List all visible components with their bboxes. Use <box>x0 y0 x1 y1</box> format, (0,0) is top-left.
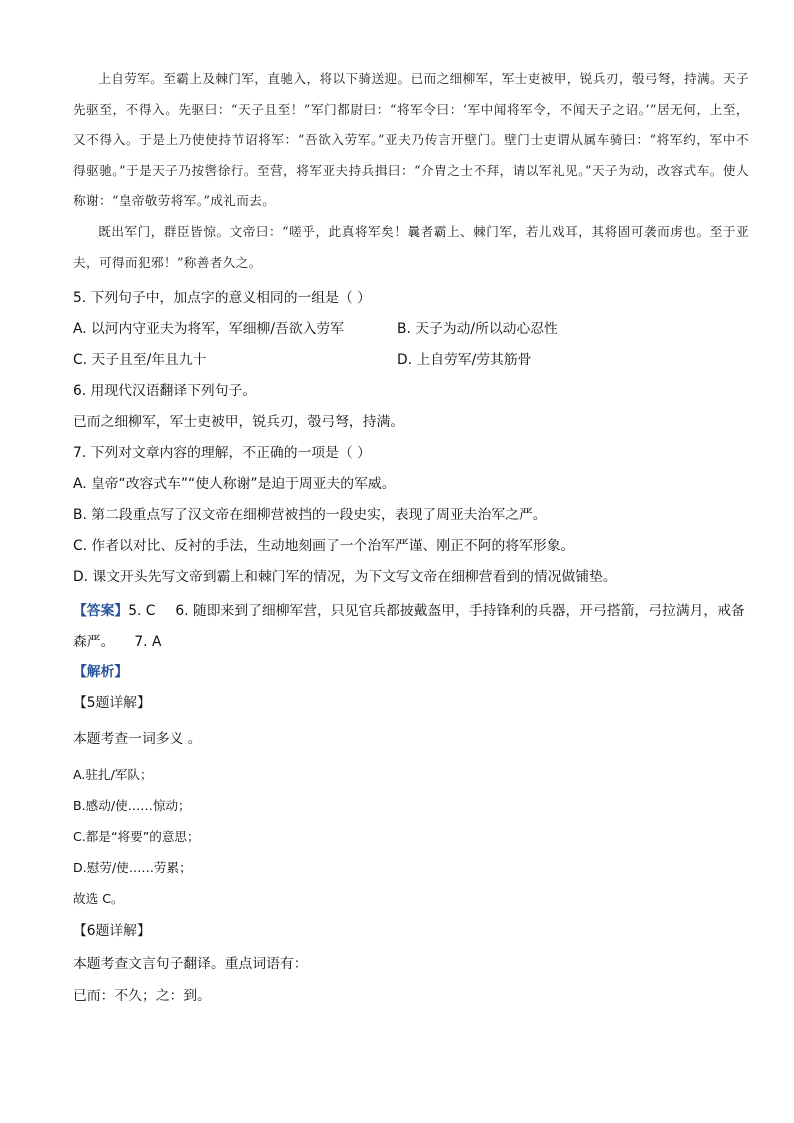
question-5-option-d: D. 上自劳军/劳其筋骨 <box>397 352 532 368</box>
question-7-option-a: A. 皇帝“改容式车”“使人称谢”是迫于周亚夫的军威。 <box>73 476 396 492</box>
q5-detail-heading: 【5题详解】 <box>73 695 151 711</box>
classical-passage <box>73 64 749 278</box>
q5-detail-d: D.慰劳/使……劳累； <box>73 860 192 875</box>
answer-label: 【答案】 <box>73 603 129 619</box>
question-5-option-a: A. 以河内守亚夫为将军，军细柳/吾欲入劳军 <box>73 321 344 337</box>
question-6-stem: 6. 用现代汉语翻译下列句子。 <box>73 383 257 399</box>
question-5-option-b: B. 天子为动/所以动心忍性 <box>397 321 558 337</box>
question-5-stem: 5. 下列句子中，加点字的意义相同的一组是（ ） <box>73 290 371 306</box>
question-5-option-c: C. 天子且至/年且九十 <box>73 352 207 368</box>
q6-detail-heading: 【6题详解】 <box>73 923 151 939</box>
q5-detail-b: B.感动/使……惊动； <box>73 798 191 813</box>
question-7-option-c: C. 作者以对比、反衬的手法，生动地刻画了一个治军严谨、刚正不阿的将军形象。 <box>73 538 575 554</box>
answer-block <box>73 596 753 657</box>
question-7-option-b: B. 第二段重点写了汉文帝在细柳营被挡的一段史实，表现了周亚夫治军之严。 <box>73 507 547 523</box>
q5-detail-c: C.都是“将要”的意思； <box>73 829 200 844</box>
q5-detail-intro: 本题考查一词多义 。 <box>73 731 202 747</box>
q6-detail-words: 已而：不久；之：到。 <box>73 988 211 1004</box>
analysis-label: 【解析】 <box>73 664 129 680</box>
answer-7: 7. A <box>134 633 162 650</box>
question-7-stem: 7. 下列对文章内容的理解，不正确的一项是（ ） <box>73 445 371 461</box>
q5-detail-a: A.驻扎/军队； <box>73 767 153 782</box>
q5-detail-conclusion: 故选 C。 <box>73 891 124 906</box>
answer-6: 6. 随即来到了细柳军营，只见官兵都披戴盔甲，手持锋利的兵器，开弓搭箭，弓拉满月，戒备森严。 <box>73 603 745 650</box>
question-6-sentence: 已而之细柳军，军士吏被甲，锐兵刃，彀弓弩，持满。 <box>73 414 405 430</box>
question-7-option-d: D. 课文开头先写文帝到霸上和棘门军的情况，为下文写文帝在细柳营看到的情况做铺垫。 <box>73 569 617 585</box>
passage-paragraph-2: 既出军门，群臣皆惊。文帝曰：“嗟乎，此真将军矣！曩者霸上、棘门军，若儿戏耳，其将固可袭而虏也。至于亚夫，可得而犯邪！”称善者久之。 <box>73 223 749 270</box>
passage-paragraph-1: 上自劳军。至霸上及棘门军，直驰入，将以下骑送迎。已而之细柳军，军士吏被甲，锐兵刃，彀弓弩，持满。天子先驱至，不得入。先驱曰：“天子且至！”军门都尉曰：“将军令曰：‘军中闻将军令，不闻天子之诏。’”居无何，上至，又不得入。于是上乃使使持节诏将军：“吾欲入劳军。”亚夫乃传言开壁门。壁门士吏谓从属车骑曰：“将军约，军中不得驱驰。”于是天子乃按辔徐行。至营，将军亚夫持兵揖曰：“介胄之士不拜，请以军礼见。”天子为动，改容式车。使人称谢：“皇帝敬劳将军。”成礼而去。 <box>73 71 749 209</box>
q6-detail-intro: 本题考查文言句子翻译。重点词语有： <box>73 956 308 972</box>
answer-5: 5. C <box>128 603 156 619</box>
